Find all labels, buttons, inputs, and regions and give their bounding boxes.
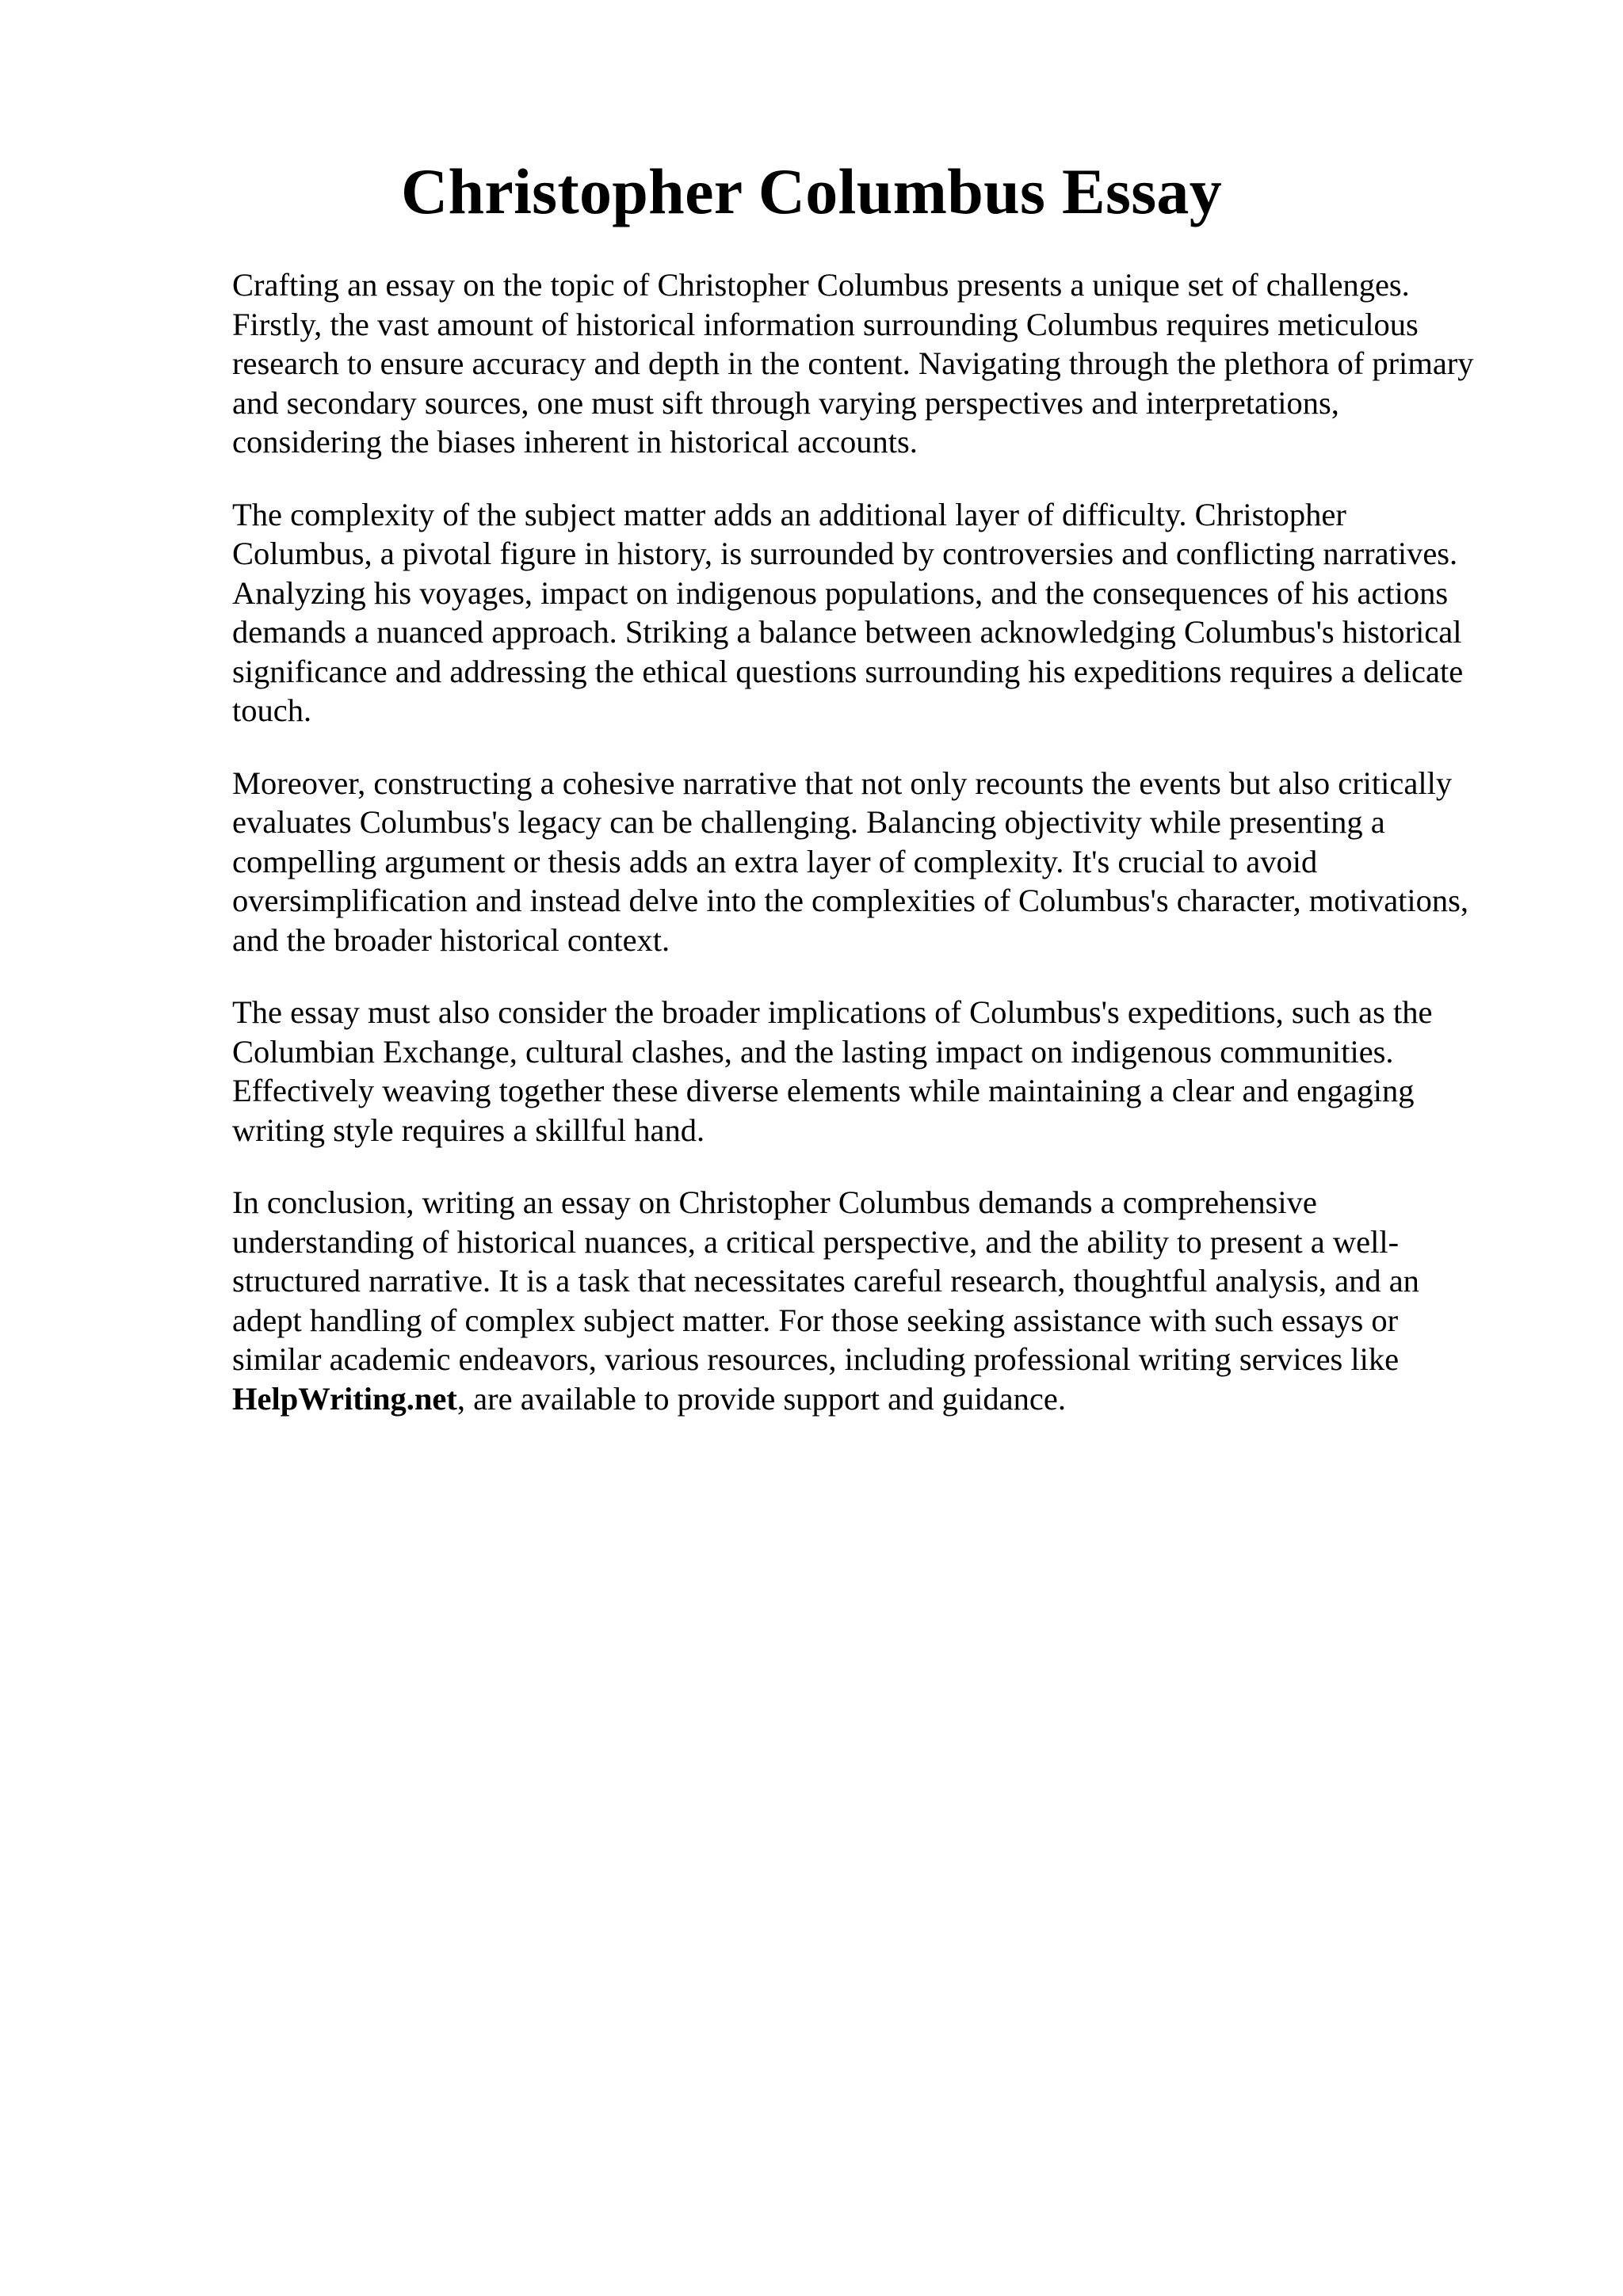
- paragraph-1: [232, 265, 1532, 462]
- paragraph-2: [232, 495, 1532, 730]
- text-line: Effectively weaving together these diverse elements while maintaining a clear and engaging: [232, 1073, 1415, 1108]
- text-line-final: [232, 1379, 1532, 1419]
- text-line: and secondary sources, one must sift through varying perspectives and interpretations,: [232, 384, 1339, 421]
- essay-body: [232, 265, 1532, 1451]
- text-line: touch.: [232, 692, 312, 728]
- text-line: similar academic endeavors, various resources, including professional writing services like: [232, 1341, 1400, 1377]
- text-line: The essay must also consider the broader implications of Columbus's expeditions, such as the: [232, 994, 1433, 1030]
- text-line: significance and addressing the ethical questions surrounding his expeditions requires a delicate: [232, 653, 1464, 689]
- text-line: demands a nuanced approach. Striking a balance between acknowledging Columbus's historical: [232, 614, 1462, 650]
- text-line: understanding of historical nuances, a critical perspective, and the ability to present a well-: [232, 1223, 1400, 1260]
- text-line: Analyzing his voyages, impact on indigenous populations, and the consequences of his actions: [232, 574, 1449, 611]
- text-line: writing style requires a skillful hand.: [232, 1112, 705, 1148]
- text-line: Firstly, the vast amount of historical information surrounding Columbus requires meticulous: [232, 306, 1419, 342]
- text-line: compelling argument or thesis adds an extra layer of complexity. It's crucial to avoid: [232, 843, 1318, 879]
- text-line: Columbian Exchange, cultural clashes, and the lasting impact on indigenous communities.: [232, 1033, 1394, 1070]
- text-line: and the broader historical context.: [232, 921, 670, 958]
- page-title: Christopher Columbus Essay: [400, 155, 1223, 227]
- text-line: structured narrative. It is a task that necessitates careful research, thoughtful analysis, and an: [232, 1263, 1419, 1299]
- text-line: research to ensure accuracy and depth in the content. Navigating through the plethora of primary: [232, 345, 1474, 381]
- paragraph-5: [232, 1183, 1532, 1418]
- closing-text: , are available to provide support and guidance.: [456, 1380, 1066, 1417]
- text-line: adept handling of complex subject matter. For those seeking assistance with such essays or: [232, 1302, 1399, 1338]
- paragraph-3: [232, 764, 1532, 960]
- helpwriting-brand-text: HelpWriting.net: [232, 1380, 457, 1417]
- text-line: oversimplification and instead delve into the complexities of Columbus's character, motivations,: [232, 883, 1469, 918]
- paragraph-4: [232, 993, 1532, 1150]
- text-line: The complexity of the subject matter adds an additional layer of difficulty. Christopher: [232, 496, 1346, 532]
- text-line: evaluates Columbus's legacy can be challenging. Balancing objectivity while presenting a: [232, 804, 1385, 840]
- text-line: Moreover, constructing a cohesive narrative that not only recounts the events but also critically: [232, 765, 1453, 801]
- text-line: In conclusion, writing an essay on Christopher Columbus demands a comprehensive: [232, 1184, 1317, 1220]
- text-line: Crafting an essay on the topic of Christopher Columbus presents a unique set of challenges.: [232, 267, 1410, 303]
- text-line: Columbus, a pivotal figure in history, is surrounded by controversies and conflicting narratives.: [232, 536, 1458, 571]
- text-line: considering the biases inherent in historical accounts.: [232, 424, 918, 460]
